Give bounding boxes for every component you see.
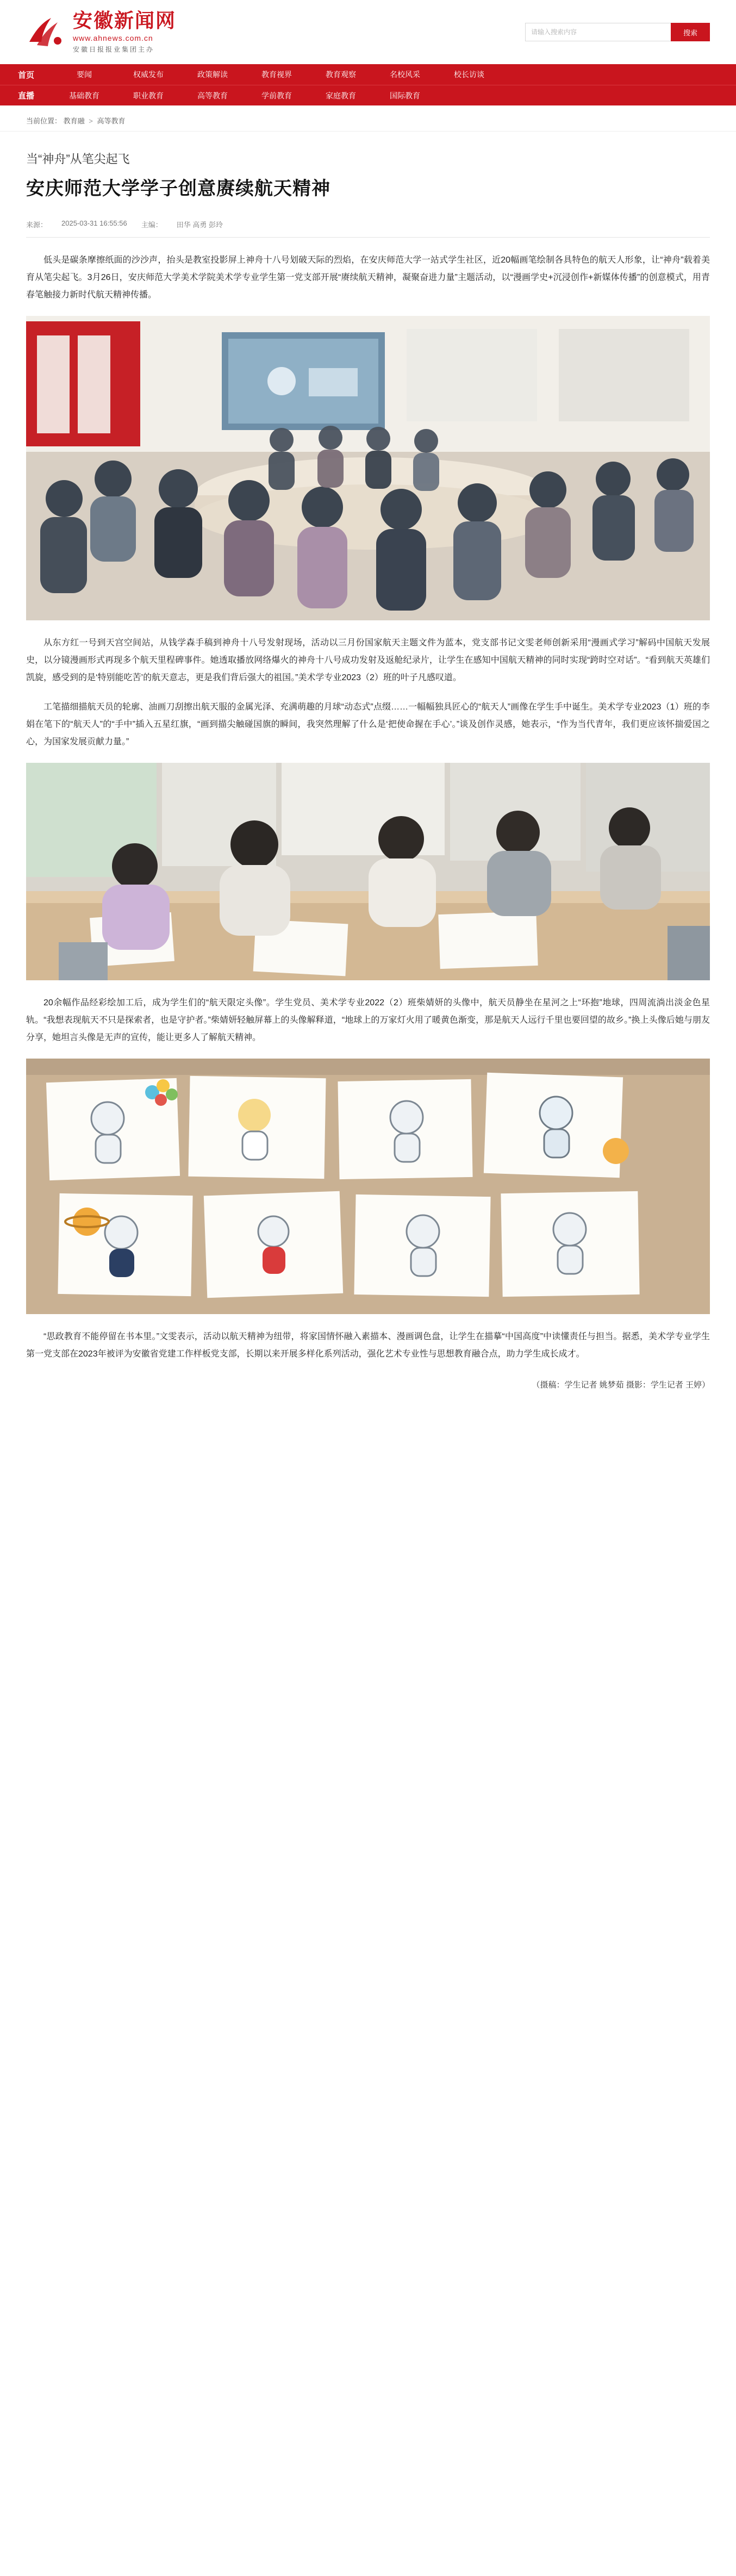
nav-item-principal-talk[interactable]: 校长访谈	[454, 70, 484, 79]
breadcrumb-separator: >	[89, 117, 93, 125]
article-body	[26, 238, 710, 1393]
site-logo-icon	[26, 15, 65, 49]
figure-students-drawing	[26, 763, 710, 980]
article	[0, 132, 736, 1415]
nav-item-authority[interactable]: 权威发布	[133, 70, 164, 79]
search-area	[525, 23, 710, 41]
brand-url: www.ahnews.com.cn	[73, 33, 153, 42]
search-input[interactable]	[525, 23, 671, 41]
nav-item-policy[interactable]: 政策解读	[197, 70, 228, 79]
classroom-activity-photo	[26, 316, 710, 620]
article-paragraph-4: 20余幅作品经彩绘加工后，成为学生们的“航天限定头像”。学生党员、美术学专业2022（2）班柴婧妍的头像中，航天员静坐在星河之上“环抱”地球，四周流淌出淡金色星轨。“我想表现航天不只是探索者，也是守护者。”柴婧妍轻触屏幕上的头像解释道，“地球上的万家灯火用了暖黄色渐变，那是航天人远行千里也要回望的故乡。”换上头像后她与朋友分享，她坦言头像是无声的宣传，能让更多人了解航天精神。	[26, 998, 710, 1043]
nav-item-live[interactable]: 直播	[0, 85, 52, 105]
nav-item-preschool-edu[interactable]: 学前教育	[261, 91, 292, 100]
article-paragraph-2: 从东方红一号到天宫空间站，从钱学森手稿到神舟十八号发射现场，活动以三月份国家航天主题文件为蓝本，党支部书记文雯老师创新采用“漫画式学习”解码中国航天发展史，以分镜漫画形式再现多个航天里程碑事件。她透取播放网络爆火的神舟十八号成功发射及返舱纪录片，让学生在感知中国航天精神的同时实现“跨时空对话”。“看到航天英雄们凯旋，感受到的是‘特别能吃苦’的航天意志，更是我们背后强大的祖国。”美术学专业2023（2）班的叶子凡感叹道。	[26, 638, 710, 683]
article-paragraph-5: “思政教育不能停留在书本里。”文雯表示，活动以航天精神为纽带，将家国情怀融入素描本、漫画调色盘，让学生在描摹“中国高度”中读懂责任与担当。据悉，美术学专业学生第一党支部在2023年被评为安徽省党建工作样板党支部，长期以来开展多样化系列活动，强化艺术专业性与思想教育融合点，助力学生成长成才。	[26, 1332, 710, 1359]
nav-row-1	[0, 64, 736, 85]
breadcrumb-prefix: 当前位置：	[26, 117, 62, 125]
students-drawing-photo	[26, 763, 710, 980]
nav-item-vocational-edu[interactable]: 职业教育	[133, 91, 164, 100]
brand-title: 安徽新闻网	[73, 10, 177, 32]
meta-editor-label: 主编：	[141, 221, 163, 229]
site-header	[0, 0, 736, 64]
artwork-display-photo	[26, 1059, 710, 1314]
search-button[interactable]: 搜索	[671, 23, 710, 41]
article-credit: （摄稿：学生记者 姚梦茹 摄影：学生记者 王婷）	[532, 1380, 710, 1390]
figure-artwork	[26, 1059, 710, 1314]
nav-item-edu-observe[interactable]: 教育观察	[326, 70, 356, 79]
nav-item-edu-vision[interactable]: 教育视界	[261, 70, 292, 79]
breadcrumb-item-0[interactable]: 教育融	[63, 117, 85, 125]
nav-item-home[interactable]: 首页	[0, 64, 52, 85]
meta-date: 2025-03-31 16:55:56	[61, 219, 127, 228]
article-paragraph-3: 工笔描细描航天员的轮廓、油画刀刮擦出航天服的金属光泽、充满萌趣的月球“动态式”点缀……一幅幅独具匠心的“航天人”画像在学生手中诞生。美术学专业2023（1）班的李娟在笔下的“航天人”的“手中”插入五星红旗，“画到描尖触碰国旗的瞬间，我突然理解了什么是‘把使命握在手心’。”谈及创作灵感，她表示，“作为当代青年，我们更应该怀揣爱国之心，为国家发展贡献力量。”	[26, 702, 710, 747]
nav-item-higher-edu[interactable]: 高等教育	[197, 91, 228, 100]
article-meta	[26, 219, 710, 238]
nav-item-famous-schools[interactable]: 名校风采	[390, 70, 420, 79]
brand-subtitle: 安徽日报报业集团主办	[73, 45, 155, 53]
figure-classroom	[26, 316, 710, 620]
nav-row-2	[0, 85, 736, 105]
nav-item-yaowen[interactable]: 要闻	[77, 70, 92, 79]
meta-source: 来源：	[26, 221, 48, 229]
nav-item-family-edu[interactable]: 家庭教育	[326, 91, 356, 100]
main-nav	[0, 64, 736, 105]
meta-editor-value: 田华 高勇 彭玲	[176, 221, 223, 229]
breadcrumb-item-1[interactable]: 高等教育	[97, 117, 126, 125]
article-kicker: 当“神舟”从笔尖起飞	[26, 152, 130, 166]
page-title: 安庆师范大学学子创意赓续航天精神	[26, 178, 330, 199]
nav-item-international-edu[interactable]: 国际教育	[390, 91, 420, 100]
article-paragraph-1: 低头是碳条摩擦纸面的沙沙声，抬头是教室投影屏上神舟十八号划破天际的烈焰，在安庆师范大学一站式学生社区，近20幅画笔绘制各具特色的航天人形象，让“神舟”载着美育从笔尖起飞。3月26日，安庆师范大学美术学院美术学专业学生第一党支部开展“赓续航天精神，凝聚奋进力量”主题活动，以“漫画学史+沉浸创作+新媒体传播”的创意模式，用青春笔触接力新时代航天精神传播。	[26, 256, 710, 300]
breadcrumb	[0, 105, 736, 132]
nav-item-basic-edu[interactable]: 基础教育	[69, 91, 99, 100]
site-brand[interactable]	[26, 10, 176, 54]
